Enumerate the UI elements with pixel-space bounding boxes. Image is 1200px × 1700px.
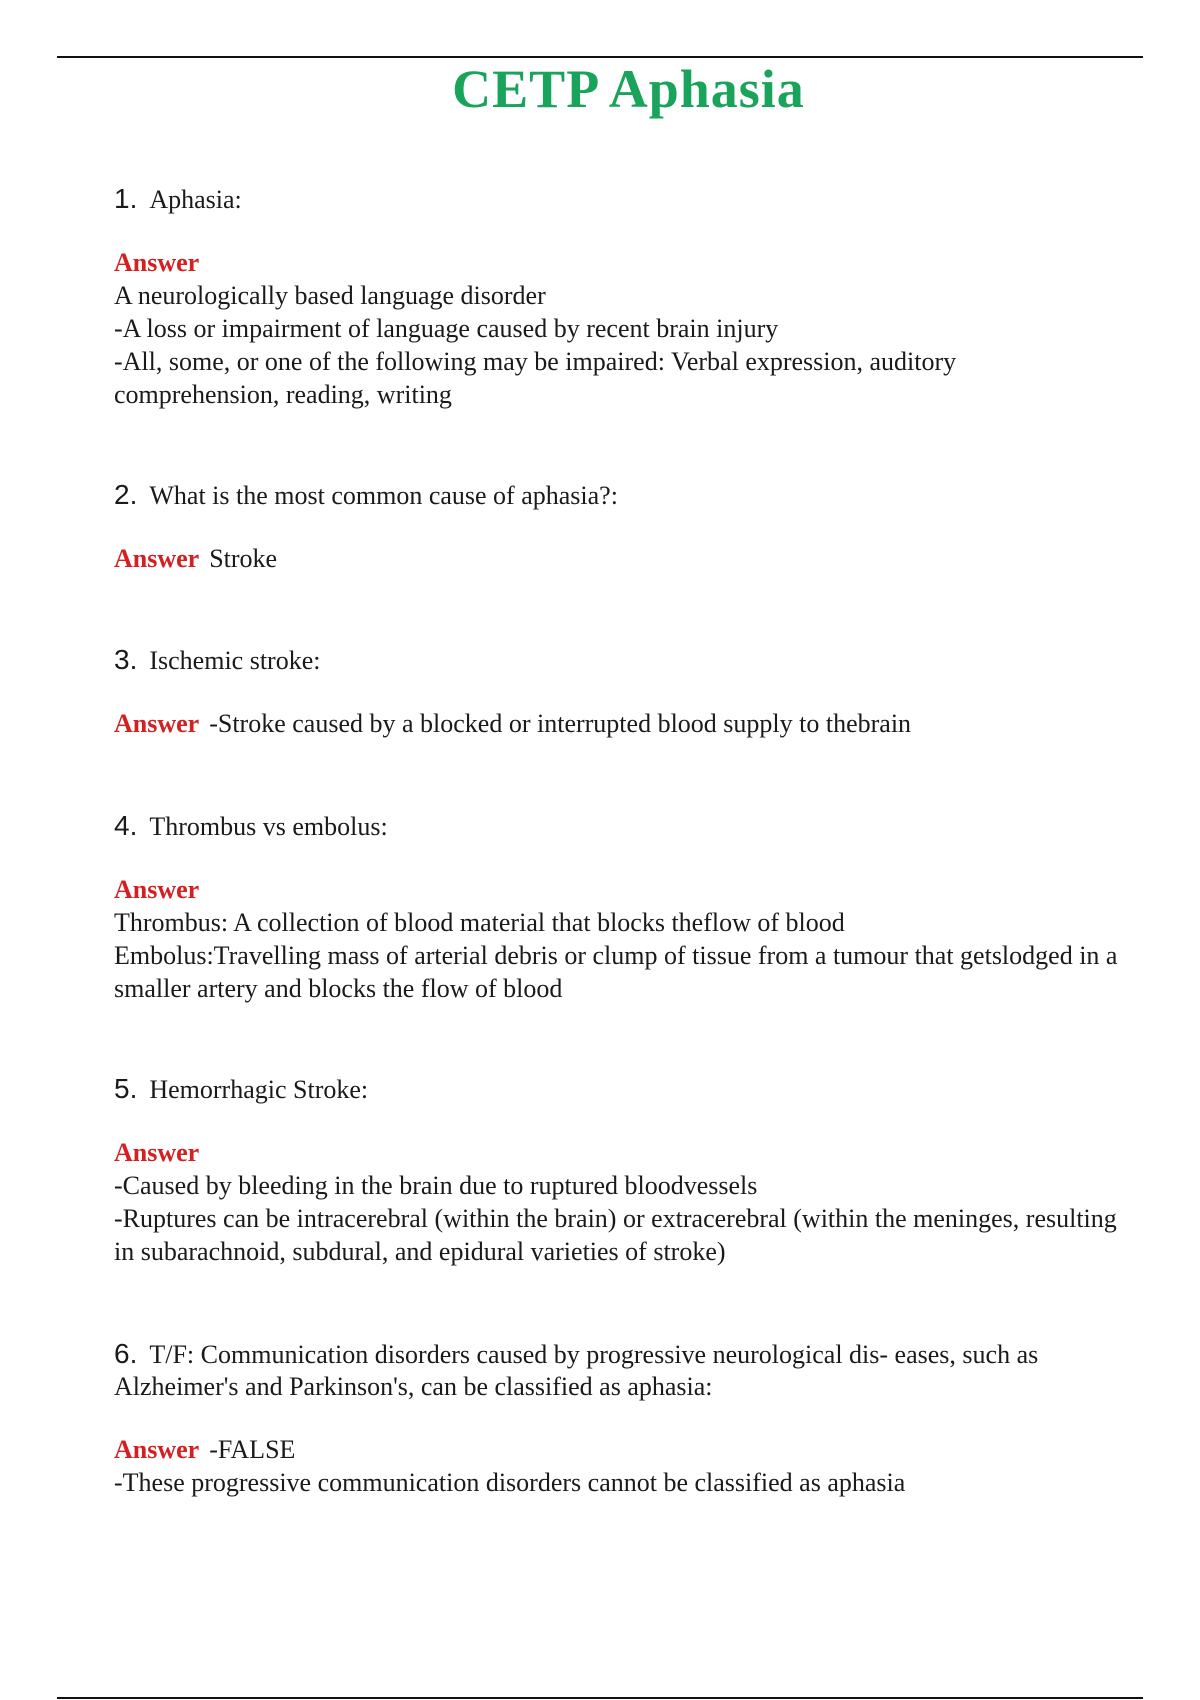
- question-text: Thrombus vs embolus:: [149, 812, 388, 841]
- answer-block: [114, 873, 1124, 1005]
- question-text: Hemorrhagic Stroke:: [149, 1075, 369, 1104]
- answer-line: Embolus:Travelling mass of arterial debris or clump of tissue from a tumour that getslodged in a smaller artery and blocks the flow of blood: [114, 941, 1118, 1003]
- answer-line: -Caused by bleeding in the brain due to ruptured bloodvessels: [114, 1171, 758, 1200]
- question-number: 5.: [114, 1073, 138, 1104]
- answer-line: -A loss or impairment of language caused by recent brain injury: [114, 314, 779, 343]
- question-text: Aphasia:: [149, 185, 242, 214]
- question-item: [114, 644, 1124, 740]
- question-item: [114, 479, 1124, 575]
- answer-label: Answer: [114, 248, 200, 277]
- question-item: [114, 1338, 1124, 1499]
- question-text: What is the most common cause of aphasia?:: [149, 481, 618, 510]
- answer-label: Answer: [114, 1138, 200, 1167]
- question-number: 3.: [114, 644, 138, 675]
- answer-line: -All, some, or one of the following may be impaired: Verbal expression, auditory comprehension, reading, writing: [114, 347, 957, 409]
- question-item: [114, 183, 1124, 411]
- page-title: CETP Aphasia: [452, 59, 805, 119]
- question-text: T/F: Communication disorders caused by progressive neurological dis- eases, such as Alzheimer's and Parkinson's, can be classified as aphasia:: [114, 1340, 1039, 1401]
- answer-block: [114, 542, 1124, 575]
- question-number: 2.: [114, 479, 138, 510]
- bottom-rule: [57, 1697, 1143, 1699]
- answer-label: Answer: [114, 544, 200, 573]
- question-number: 4.: [114, 810, 138, 841]
- question-text: Ischemic stroke:: [149, 646, 321, 675]
- answer-block: [114, 1136, 1124, 1268]
- answer-text: -Stroke caused by a blocked or interrupted blood supply to thebrain: [209, 709, 912, 738]
- answer-block: [114, 707, 1124, 740]
- answer-block: [114, 1433, 1124, 1499]
- answer-line: -Ruptures can be intracerebral (within the brain) or extracerebral (within the meninges, resulting in subarachnoid, subdural, and epidural varieties of stroke): [114, 1204, 1117, 1266]
- answer-line: Thrombus: A collection of blood material that blocks theflow of blood: [114, 908, 845, 937]
- question-number: 1.: [114, 183, 138, 214]
- answer-label: Answer: [114, 709, 200, 738]
- answer-line: A neurologically based language disorder: [114, 281, 546, 310]
- answer-text: -FALSE: [209, 1435, 296, 1464]
- answer-line: -These progressive communication disorders cannot be classified as aphasia: [114, 1468, 906, 1497]
- answer-block: [114, 246, 1124, 411]
- question-number: 6.: [114, 1338, 138, 1369]
- answer-text: Stroke: [209, 544, 278, 573]
- answer-label: Answer: [114, 1435, 200, 1464]
- answer-label: Answer: [114, 875, 200, 904]
- question-item: [114, 1073, 1124, 1268]
- question-item: [114, 810, 1124, 1005]
